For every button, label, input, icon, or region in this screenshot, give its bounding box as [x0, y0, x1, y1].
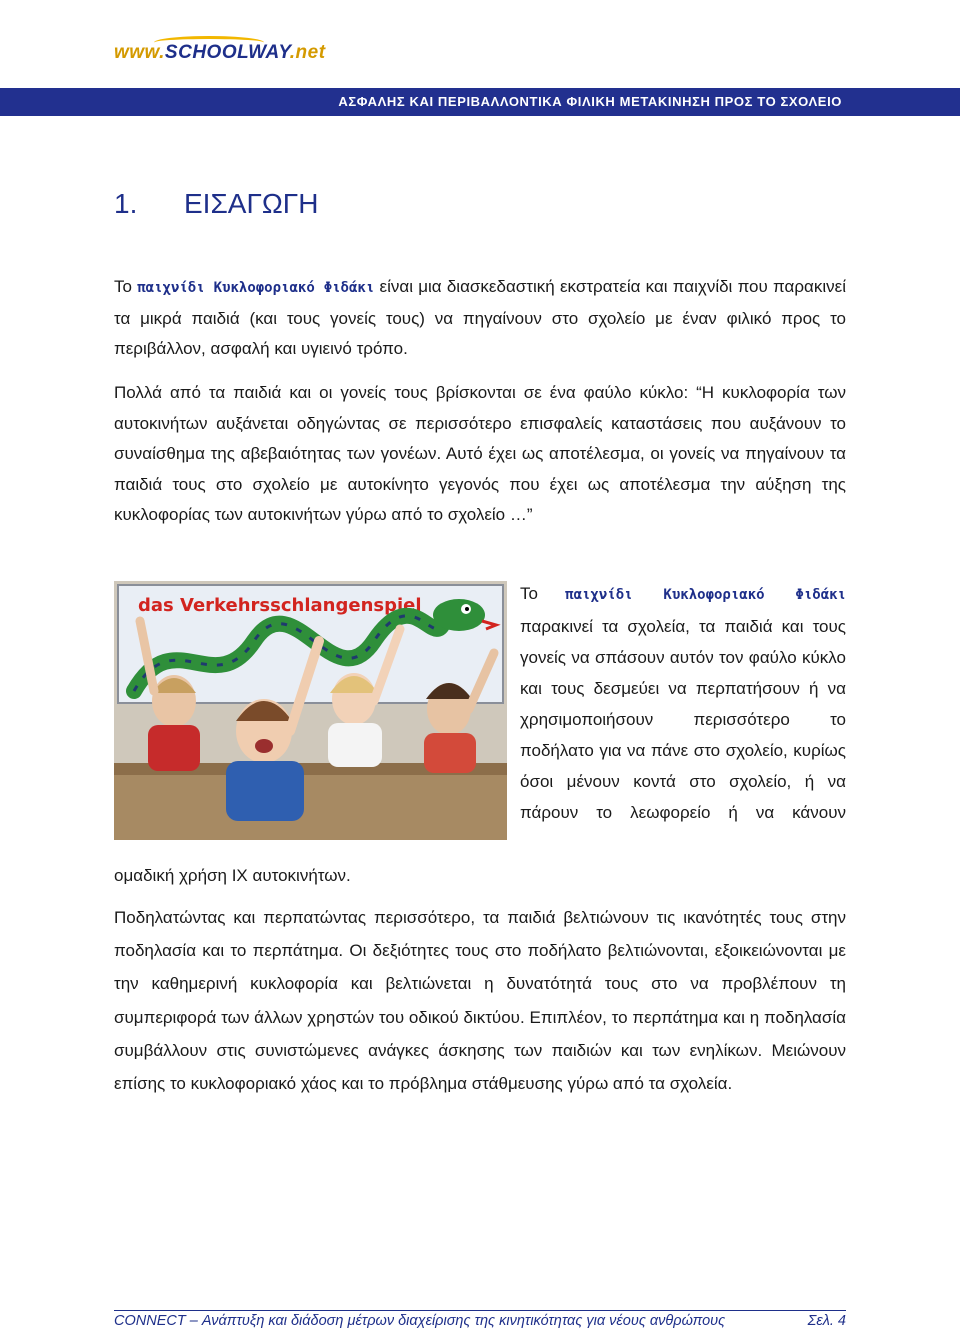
- footer-rule: [114, 1310, 846, 1311]
- logo-prefix: www.: [114, 42, 165, 63]
- site-logo: [114, 42, 326, 70]
- logo-swoosh: [154, 36, 264, 49]
- vicious-circle-paragraph: Πολλά από τα παιδιά και οι γονείς τους βρίσκονται σε ένα φαύλο κύκλο: “Η κυκλοφορία των αυτοκινήτων αυξάνεται οδηγώντας σε περισσότερο επισφαλείς καταστάσεις που αυξάνουν το συναίσθημα της αβεβαιότητας των γονέων. Αυτό έχει ως αποτέλεσμα, οι γονείς να πηγαίνουν τα παιδιά τους στο σχολείο με αυτοκίνητο γεγονός που έχει ως αποτέλεσμα την αύξηση της κυκλοφορίας των αυτοκινήτων γύρω από το σχολείο …”: [114, 383, 846, 524]
- classroom-photo-illustration: [114, 581, 507, 840]
- section-title: ΕΙΣΑΓΩΓΗ: [184, 188, 319, 219]
- game-name-second: παιχνίδι Κυκλοφοριακό Φιδάκι: [565, 587, 846, 603]
- header-band: [0, 88, 960, 116]
- intro-lead: Το: [114, 277, 132, 296]
- section-number: 1.: [114, 188, 138, 219]
- footer-text: CONNECT – Ανάπτυξη και διάδοση μέτρων διαχείρισης της κινητικότητας για νέους ανθρώπους: [114, 1313, 726, 1329]
- game-paragraph-lead: Το: [520, 584, 538, 603]
- page-footer: [114, 1313, 846, 1329]
- intro-paragraph: [114, 272, 846, 365]
- classroom-photo: [114, 581, 507, 840]
- game-name: παιχνίδι Κυκλοφοριακό Φιδάκι: [137, 280, 375, 296]
- logo-brand: SCHOOLWAY: [164, 42, 290, 63]
- header-band-text: ΑΣΦΑΛΗΣ ΚΑΙ ΠΕΡΙΒΑΛΛΟΝΤΙΚΑ ΦΙΛΙΚΗ ΜΕΤΑΚΙΝΗΣΗ ΠΡΟΣ ΤΟ ΣΧΟΛΕΙΟ: [338, 94, 842, 109]
- page-number: Σελ. 4: [807, 1313, 846, 1329]
- intro-rest: είναι μια διασκεδαστική εκστρατεία και παιχνίδι που παρακινεί τα μικρά παιδιά (και τους γονείς τους) να πηγαίνουν στο σχολείο με έναν φιλικό προς το περιβάλλον, ασφαλή και υγιεινό τρόπο.: [114, 277, 846, 358]
- game-paragraph-rest: παρακινεί τα σχολεία, τα παιδιά και τους γονείς να σπάσουν αυτόν τον φαύλο κύκλο και τους δεσμεύει να περπατήσουν ή να χρησιμοποιήσουν περισσότερο το ποδήλατο για να πάνε στο σχολείο, κυρίως όσοι μένουν κοντά στο σχολείο, ή να πάρουν το λεωφορείο ή να κάνουν: [520, 617, 846, 822]
- game-paragraph: [520, 578, 846, 828]
- logo-suffix: .net: [289, 42, 326, 63]
- banner-text: das Verkehrsschlangenspiel: [138, 595, 422, 616]
- benefits-paragraph: Ποδηλατώντας και περπατώντας περισσότερο, τα παιδιά βελτιώνουν τις ικανότητές τους στην ποδηλασία και το περπάτημα. Οι δεξιότητες τους στο ποδήλατο βελτιώνονται, εξοικειώνονται με την καθημερινή κυκλοφορία και βελτιώνεται η δυνατότητά τους στο να προβλέπουν τη συμπεριφορά των άλλων χρηστών του οδικού δικτύου. Επιπλέον, το περπάτημα και η ποδηλασία συμβάλλουν στις συνιστώμενες ανάγκες άσκησης των παιδιών και των ενηλίκων. Μειώνουν επίσης το κυκλοφοριακό χάος και το πρόβλημα στάθμευσης γύρω από τα σχολεία.: [114, 908, 846, 1094]
- game-paragraph-tail: ομαδική χρήση ΙΧ αυτοκινήτων.: [114, 866, 351, 885]
- section-heading: [114, 188, 318, 220]
